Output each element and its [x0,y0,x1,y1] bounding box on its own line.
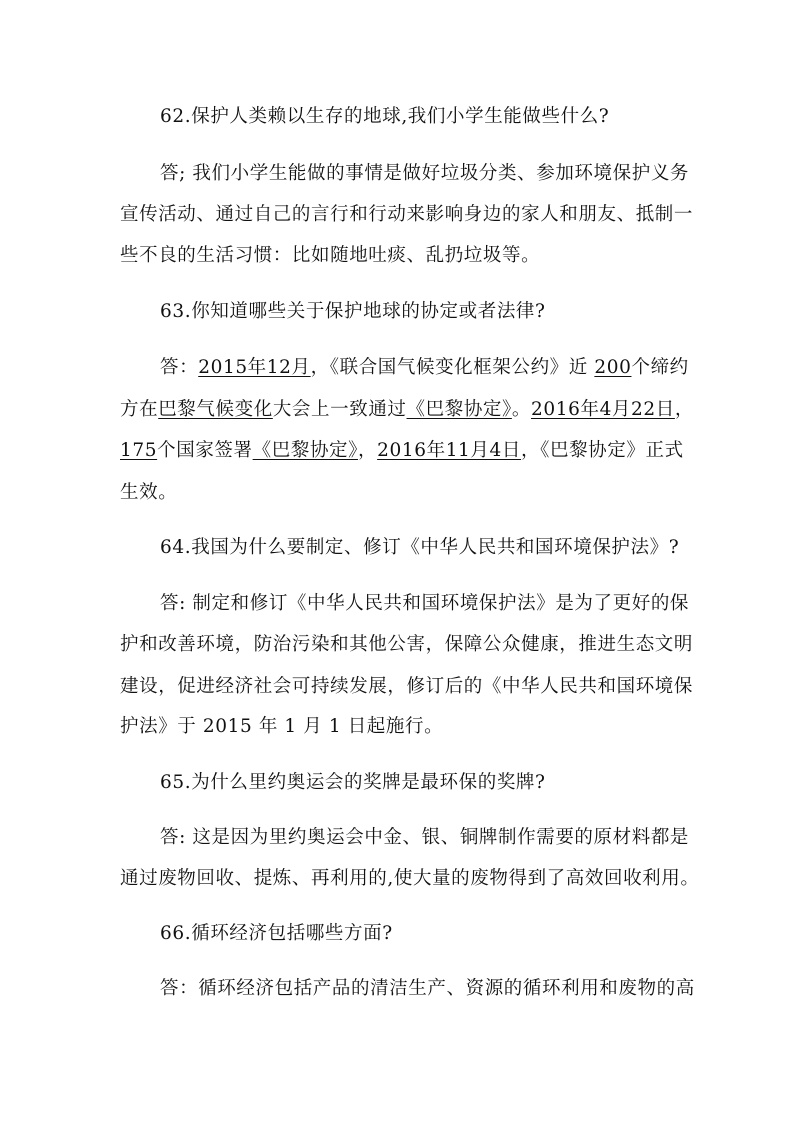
answer-62-line-3: 些不良的生活习惯：比如随地吐痰、乱扔垃圾等。 [120,245,541,266]
number-link[interactable]: 200 [594,357,632,378]
answer-65-line-1: 答: 这是因为里约奥运会中金、银、铜牌制作需要的原材料都是 [160,827,690,848]
answer-63-line-1 [160,356,689,380]
conference-link[interactable]: 巴黎气候变化 [158,399,273,420]
question-65: 65.为什么里约奥运会的奖牌是最环保的奖牌? [160,772,546,793]
answer-63-text: 答： [160,357,199,378]
answer-63-text: 方在 [120,399,159,420]
date-link[interactable]: 2016年4月22日 [530,399,675,420]
answer-63-line-2 [120,398,694,422]
answer-63-text: 大会上一致通过 [272,399,407,420]
answer-63-text: 个国家签署 [157,440,253,461]
answer-62-line-2: 宣传活动、通过自己的言行和行动来影响身边的家人和朋友、抵制一 [120,204,694,225]
answer-64-line-2: 护和改善环境，防治污染和其他公害，保障公众健康，推进生态文明 [120,634,694,655]
question-66: 66.循环经济包括哪些方面? [160,923,393,944]
answer-63-text: ，《联合国气候变化框架公约》近 [310,357,595,378]
question-62: 62.保护人类赖以生存的地球,我们小学生能做些什么? [160,106,610,127]
answer-64-line-1: 答: 制定和修订《中华人民共和国环境保护法》是为了更好的保 [160,593,690,614]
answer-63-text: 个缔约 [631,357,689,378]
question-63: 63.你知道哪些关于保护地球的协定或者法律? [160,301,546,322]
answer-63-line-4: 生效。 [120,482,178,503]
date-link[interactable]: 2015年12月 [198,357,311,378]
date-link[interactable]: 2016年11月4日 [377,440,522,461]
answer-63-text: ， [674,399,694,420]
question-64: 64.我国为什么要制定、修订《中华人民共和国环境保护法》? [160,537,680,558]
answer-66-line-1: 答：循环经济包括产品的清洁生产、资源的循环利用和废物的高 [160,978,695,999]
answer-63-line-3 [120,439,684,463]
answer-64-line-3: 建设，促进经济社会可持续发展，修订后的《中华人民共和国环境保 [120,676,694,697]
agreement-link[interactable]: 《巴黎协定》 [252,440,358,461]
answer-63-text: 。 [511,399,531,420]
number-link[interactable]: 175 [120,440,158,461]
answer-63-text: ， [358,440,378,461]
answer-63-text: ，《巴黎协定》正式 [521,440,684,461]
answer-65-line-2: 通过废物回收、提炼、再利用的,使大量的废物得到了高效回收利用。 [120,868,700,889]
answer-62-line-1: 答; 我们小学生能做的事情是做好垃圾分类、参加环境保护义务 [160,163,690,184]
agreement-link[interactable]: 《巴黎协定》 [406,399,512,420]
answer-64-line-4: 护法》于 2015 年 1 月 1 日起施行。 [120,716,444,737]
